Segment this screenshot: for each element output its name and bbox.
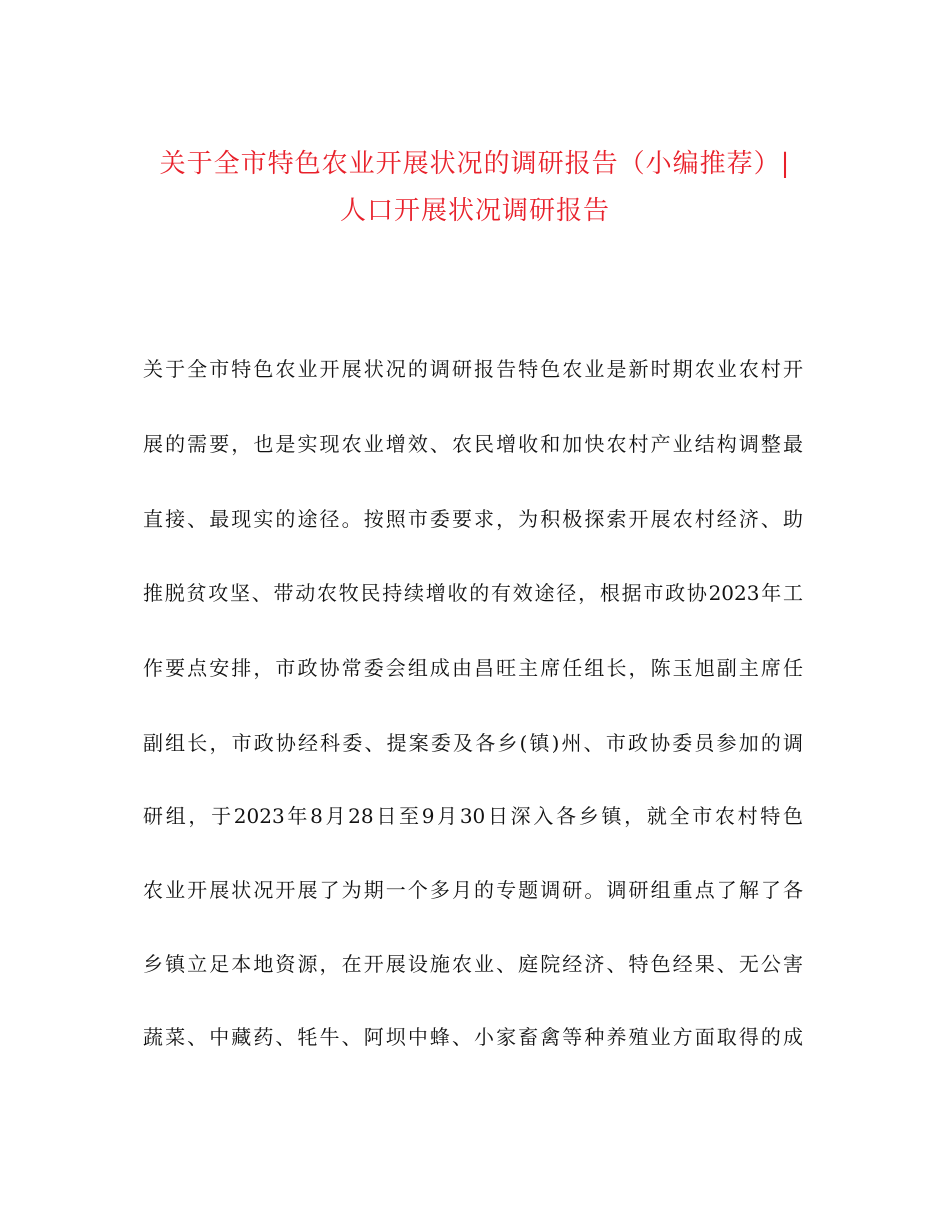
body-line-3: 直接、最现实的途径。按照市委要求，为积极探索开展农村经济、助 xyxy=(143,507,803,531)
document-title-line-2: 人口开展状况调研报告 xyxy=(339,196,610,226)
body-line-8: 农业开展状况开展了为期一个多月的专题调研。调研组重点了解了各 xyxy=(143,878,803,902)
body-line-2: 展的需要，也是实现农业增效、农民增收和加快农村产业结构调整最 xyxy=(143,432,803,456)
body-line-7: 研组，于2023年8月28日至9月30日深入各乡镇，就全市农村特色 xyxy=(143,804,803,828)
document-title-line-1: 关于全市特色农业开展状况的调研报告（小编推荐）| xyxy=(159,149,791,179)
body-line-10: 蔬菜、中藏药、牦牛、阿坝中蜂、小家畜禽等种养殖业方面取得的成 xyxy=(143,1025,803,1049)
body-line-4: 推脱贫攻坚、带动农牧民持续增收的有效途径，根据市政协2023年工 xyxy=(143,581,803,605)
body-line-6: 副组长，市政协经科委、提案委及各乡(镇)州、市政协委员参加的调 xyxy=(143,731,803,755)
body-line-9: 乡镇立足本地资源，在开展设施农业、庭院经济、特色经果、无公害 xyxy=(143,952,803,976)
body-line-5: 作要点安排，市政协常委会组成由昌旺主席任组长，陈玉旭副主席任 xyxy=(143,656,803,680)
body-line-1: 关于全市特色农业开展状况的调研报告特色农业是新时期农业农村开 xyxy=(143,357,803,381)
